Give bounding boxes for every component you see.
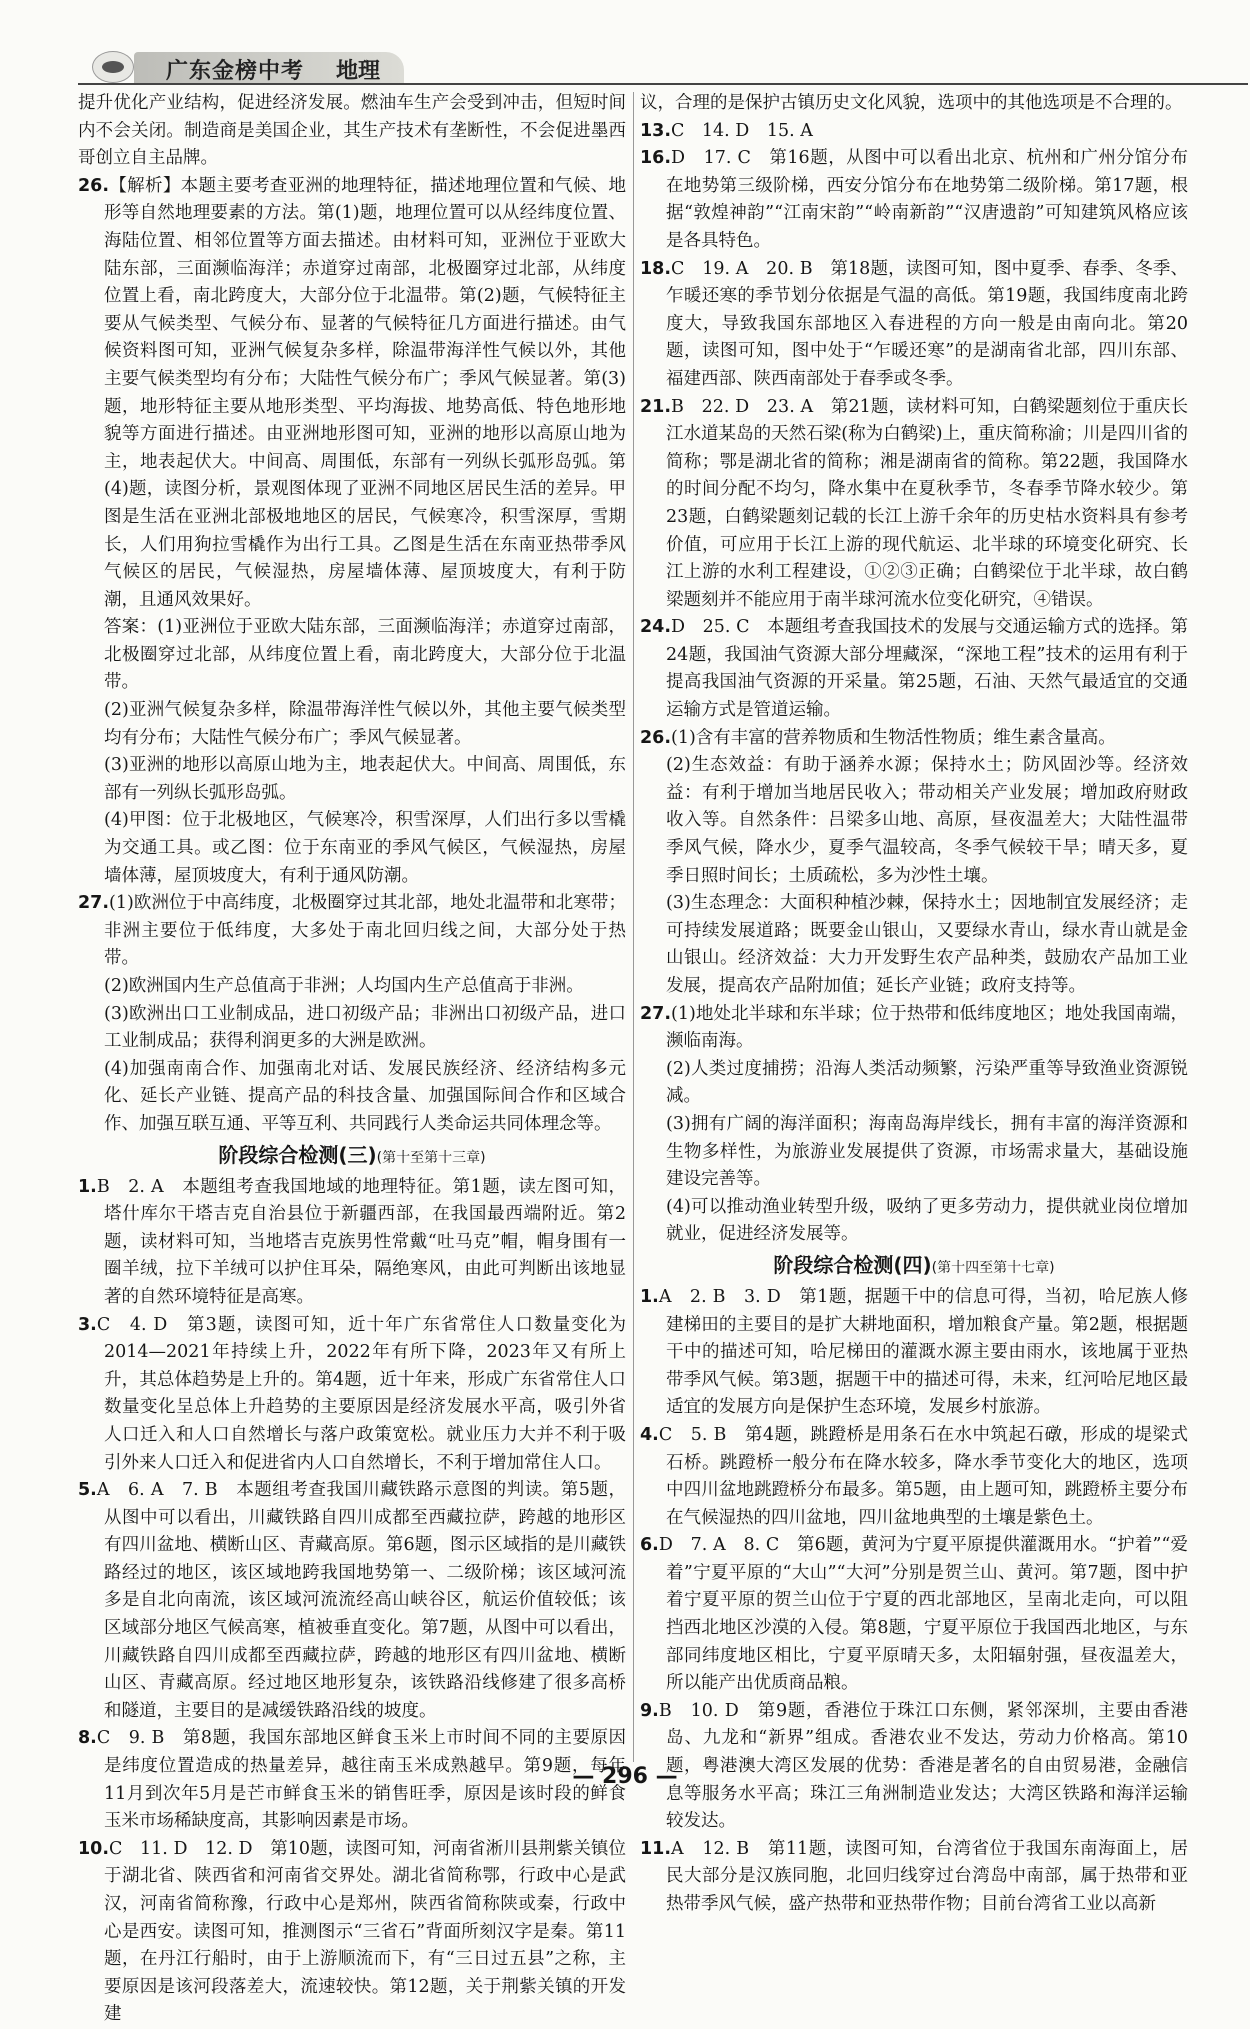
question-number: 16. xyxy=(640,148,672,169)
answer-subitem: (4)可以推动渔业转型升级，吸纳了更多劳动力，提供就业岗位增加就业，促进经济发展等。 xyxy=(666,1196,1188,1245)
question-number: 24. xyxy=(640,617,672,638)
question-number: 1. xyxy=(78,1176,97,1197)
answer-text: (1)地处北半球和东半球；位于热带和低纬度地区；地处我国南端，濒临南海。 xyxy=(666,1003,1188,1052)
section-title: 阶段综合检测(四) xyxy=(773,1252,932,1277)
page-header xyxy=(78,48,1248,84)
question-number: 13. xyxy=(640,120,672,141)
section-heading xyxy=(640,1249,1188,1284)
answer-text: C 14. D 15. A xyxy=(671,120,813,141)
answer-text: B 10. D 第9题，香港位于珠江口东侧，紧邻深圳，主要由香港岛、九龙和“新界”组成。香港农业不发达，劳动力价格高。第10题，粤港澳大湾区发展的优势：香港是著名的自由贸易港，金融信息等服务水平高；珠江三角洲制造业发达；大湾区铁路和海洋运输较发达。 xyxy=(658,1700,1188,1832)
answer-item xyxy=(640,614,1188,724)
answer-text: (1)欧洲位于中高纬度，北极圈穿过其北部，地处北温带和北寒带；非洲主要位于低纬度，大多处于南北回归线之间，大部分处于热带。 xyxy=(104,893,626,969)
answer-subitem: (3)欧洲出口工业制成品，进口初级产品；非洲出口初级产品，进口工业制成品；获得利润更多的大洲是欧洲。 xyxy=(104,1003,626,1052)
answer-text: B 22. D 23. A 第21题，读材料可知，白鹤梁题刻位于重庆长江水道某岛的天然石梁(称为白鹤梁)上，重庆简称渝；川是四川省的简称；鄂是湖北省的简称；湘是湖南省的简称。第22题，我国降水的时间分配不均匀，降水集中在夏秋季节，冬春季节降水较少。第23题，白鹤梁题刻记载的长江上游千余年的历史枯水资料具有参考价值，可应用于长江上游的现代航运、北半球的环境变化研究、长江上游的水利工程建设，①②③正确；白鹤梁位于北半球，故白鹤梁题刻并不能应用于南半球河流水位变化研究，④错误。 xyxy=(666,396,1188,610)
column-divider xyxy=(633,92,634,1762)
continued-text: 提升优化产业结构，促进经济发展。燃油车生产会受到冲击，但短时间内不会关闭。制造商是美国企业，其生产技术有垄断性，不会促进墨西哥创立自主品牌。 xyxy=(78,93,626,169)
answer-item xyxy=(640,1532,1188,1698)
answer-item xyxy=(640,1836,1188,1919)
answer-item xyxy=(78,1312,626,1478)
question-number: 26. xyxy=(640,727,672,748)
question-number: 21. xyxy=(640,396,672,417)
question-number: 4. xyxy=(640,1424,659,1445)
answer-text: A 2. B 3. D 第1题，据题干中的信息可得，当初，哈尼族人修建梯田的主要目的是扩大耕地面积，增加粮食产量。第2题，根据题干中的描述可知，哈尼梯田的灌溉水源主要由雨水，该地属于亚热带季风气候。第3题，据题干中的描述可得，未来，红河哈尼地区最适宜的发展方向是保护生态环境，发展乡村旅游。 xyxy=(658,1286,1188,1418)
answer-text: C 19. A 20. B 第18题，读图可知，图中夏季、春季、冬季、乍暖还寒的季节划分依据是气温的高低。第19题，我国纬度南北跨度大，导致我国东部地区入春进程的方向一般是由南向北。第20题，读图可知，图中处于“乍暖还寒”的是湖南省北部，四川东部、福建西部、陕西南部处于春季或冬季。 xyxy=(666,258,1188,389)
section-heading xyxy=(78,1139,626,1174)
answer-text: 【解析】本题主要考查亚洲的地理特征，描述地理位置和气候、地形等自然地理要素的方法。第(1)题，地理位置可以从经纬度位置、海陆位置、相邻位置等方面去描述。由材料可知，亚洲位于亚欧大陆东部，三面濒临海洋；赤道穿过南部，北极圈穿过北部，从纬度位置上看，南北跨度大，大部分位于北温带。第(2)题，气候特征主要从气候类型、气候分布、显著的气候特征几方面进行描述。由气候资料图可知，亚洲气候复杂多样，除温带海洋性气候以外，其他主要气候类型均有分布；大陆性气候分布广；季风气候显著。第(3)题，地形特征主要从地形类型、平均海拔、地势高低、特色地形地貌等方面进行描述。由亚洲地形图可知，亚洲的地形以高原山地为主，地表起伏大。中间高、周围低，东部有一列纵长弧形岛弧。第(4)题，读图分析，景观图体现了亚洲不同地区居民生活的差异。甲图是生活在亚洲北部极地地区的居民，气候寒冷，积雪深厚，雪期长，人们用狗拉雪橇作为出行工具。乙图是生活在东南亚热带季风气候区的居民，气候湿热，房屋墙体薄、屋顶坡度大，有利于防潮，且通风效果好。 xyxy=(104,175,626,610)
section-scope: (第十至第十三章) xyxy=(376,1149,486,1166)
answer-item xyxy=(78,1477,626,1725)
answer-text: D 7. A 8. C 第6题，黄河为宁夏平原提供灌溉用水。“护着”“爱着”宁夏平原的“大山”“大河”分别是贺兰山、黄河。第7题，图中护着宁夏平原的贺兰山位于宁夏的西北部地区，呈南北走向，可以阻挡西北地区沙漠的入侵。第8题，宁夏平原位于我国西北地区，与东部同纬度地区相比，宁夏平原晴天多，太阳辐射强，昼夜温差大，所以能产出优质商品粮。 xyxy=(658,1535,1188,1694)
answer-subitem: (2)生态效益：有助于涵养水源；保持水土；防风固沙等。经济效益：有利于增加当地居民收入；带动相关产业发展；增加政府财政收入等。自然条件：吕梁多山地、高原，昼夜温差大；大陆性温带季风气候，降水少，夏季气温较高，冬季气候较干旱；晴天多，夏季日照时间长；土质疏松，多为沙性土壤。 xyxy=(666,755,1188,886)
answer-subitem: 答案：(1)亚洲位于亚欧大陆东部，三面濒临海洋；赤道穿过南部，北极圈穿过北部，从纬度位置上看，南北跨度大，大部分位于北温带。 xyxy=(104,617,626,693)
question-number: 1. xyxy=(640,1286,659,1307)
answer-item xyxy=(78,1836,626,2029)
subject-label: 地理 xyxy=(336,59,381,84)
answer-item xyxy=(640,1001,1188,1056)
answer-item xyxy=(640,256,1188,394)
answer-subitem: (2)欧洲国内生产总值高于非洲；人均国内生产总值高于非洲。 xyxy=(104,976,584,996)
answer-item xyxy=(640,725,1188,753)
header-rule xyxy=(78,83,1248,85)
answer-item xyxy=(640,118,1188,146)
question-number: 8. xyxy=(78,1728,97,1749)
question-number: 18. xyxy=(640,258,672,279)
question-number: 9. xyxy=(640,1700,659,1721)
answer-item xyxy=(640,1284,1188,1422)
answer-text: D 25. C 本题组考查我国技术的发展与交通运输方式的选择。第24题，我国油气资源大部分埋藏深，“深地工程”技术的运用有利于提高我国油气资源的开采量。第25题，石油、天然气最适宜的交通运输方式是管道运输。 xyxy=(666,617,1188,721)
page-number: — 296 — xyxy=(572,1764,678,1789)
answer-text: C 4. D 第3题，读图可知，近十年广东省常住人口数量变化为2014—2021年持续上升，2022年有所下降，2023年又有所上升，其总体趋势是上升的。第4题，近十年来，形成广东省常住人口数量变化呈总体上升趋势的主要原因是经济发展水平高，吸引外省人口迁入和人口自然增长与落户政策宽松。就业压力大并不利于吸引外来人口迁入和促进省内人口自然增长，不利于增加常住人口。 xyxy=(96,1314,626,1473)
answer-text: C 9. B 第8题，我国东部地区鲜食玉米上市时间不同的主要原因是纬度位置造成的热量差异，越往南玉米成熟越早。第9题，每年11月到次年5月是芒市鲜食玉米的销售旺季，原因是该时段的鲜食玉米市场稀缺度高，其影响因素是市场。 xyxy=(96,1728,626,1832)
answer-item xyxy=(640,145,1188,255)
answer-subitem: (2)亚洲气候复杂多样，除温带海洋性气候以外，其他主要气候类型均有分布；大陆性气候分布广；季风气候显著。 xyxy=(104,700,626,748)
logo-icon xyxy=(92,51,134,83)
answer-subitem: (3)拥有广阔的海洋面积；海南岛海岸线长，拥有丰富的海洋资源和生物多样性，为旅游业发展提供了资源，市场需求量大，基础设施建设完善等。 xyxy=(666,1113,1188,1190)
question-number: 3. xyxy=(78,1314,97,1335)
answer-text: (1)含有丰富的营养物质和生物活性物质；维生素含量高。 xyxy=(671,727,1116,748)
answer-subitem: (3)生态理念：大面积种植沙棘，保持水土；因地制宜发展经济；走可持续发展道路；既要金山银山，又要绿水青山，绿水青山就是金山银山。经济效益：大力开发野生农产品种类，鼓励农产品加工业发展，提高农产品附加值；延长产业链；政府支持等。 xyxy=(666,893,1188,996)
answer-item xyxy=(78,1174,626,1312)
answer-item xyxy=(78,173,626,615)
question-number: 26. xyxy=(78,175,110,196)
answer-subitem: (4)甲图：位于北极地区，气候寒冷，积雪深厚，人们出行多以雪橇为交通工具。或乙图：位于东南亚的季风气候区，气候湿热，房屋墙体薄，屋顶坡度大，有利于通风防潮。 xyxy=(104,810,626,886)
answer-subitem: (3)亚洲的地形以高原山地为主，地表起伏大。中间高、周围低，东部有一列纵长弧形岛弧。 xyxy=(104,755,626,803)
answer-text: B 2. A 本题组考查我国地域的地理特征。第1题，读左图可知，塔什库尔干塔吉克自治县位于新疆西部，在我国最西端附近。第2题，读材料可知，当地塔吉克族男性常戴“吐马克”帽，帽身围有一圈羊绒，拉下羊绒可以护住耳朵，隔绝寒风，由此可判断出该地显著的自然环境特征是高寒。 xyxy=(96,1176,626,1307)
question-number: 10. xyxy=(78,1838,110,1859)
continued-text: 议，合理的是保护古镇历史文化风貌，选项中的其他选项是不合理的。 xyxy=(640,93,1183,113)
answer-subitem: (4)加强南南合作、加强南北对话、发展民族经济、经济结构多元化、延长产业链、提高产品的科技含量、加强国际间合作和区域合作、加强互联互通、平等互利、共同践行人类命运共同体理念等。 xyxy=(104,1058,626,1134)
book-title: 广东金榜中考 xyxy=(166,59,305,84)
section-scope: (第十四至第十七章) xyxy=(931,1259,1055,1276)
question-number: 27. xyxy=(78,893,110,914)
question-number: 5. xyxy=(78,1480,97,1501)
right-column xyxy=(640,90,1188,1919)
question-number: 6. xyxy=(640,1535,659,1556)
answer-item xyxy=(640,1422,1188,1532)
answer-item xyxy=(78,890,626,973)
answer-text: A 12. B 第11题，读图可知，台湾省位于我国东南海面上，居民大部分是汉族同胞，北回归线穿过台湾岛中南部，属于热带和亚热带季风气候，盛产热带和亚热带作物；目前台湾省工业以高新 xyxy=(666,1838,1188,1914)
section-title: 阶段综合检测(三) xyxy=(218,1142,377,1167)
answer-text: A 6. A 7. B 本题组考查我国川藏铁路示意图的判读。第5题，从图中可以看出，川藏铁路自四川成都至西藏拉萨，跨越的地形区有四川盆地、横断山区、青藏高原。第6题，图示区域指的是川藏铁路经过的地区，该区域地跨我国地势第一、二级阶梯；该区域河流多是自北向南流，该区域河流流经高山峡谷区，航运价值较低；该区域部分地区气候高寒，植被垂直变化。第7题，从图中可以看出，川藏铁路自四川成都至西藏拉萨，跨越的地形区有四川盆地、横断山区、青藏高原。经过地区地形复杂，该铁路沿线修建了很多高桥和隧道，主要目的是减缓铁路沿线的坡度。 xyxy=(96,1480,626,1721)
answer-item xyxy=(640,394,1188,615)
answer-text: C 11. D 12. D 第10题，读图可知，河南省淅川县荆紫关镇位于湖北省、陕西省和河南省交界处。湖北省简称鄂，行政中心是武汉，河南省简称豫，行政中心是郑州，陕西省简称陕或秦，行政中心是西安。读图可知，推测图示“三省石”背面所刻汉字是秦。第11题，在丹江行船时，由于上游顺流而下，有“三日过五县”之称，主要原因是该河段落差大，流速较快。第12题，关于荆紫关镇的开发建 xyxy=(104,1838,626,2025)
question-number: 27. xyxy=(640,1003,672,1024)
answer-subitem: (2)人类过度捕捞；沿海人类活动频繁，污染严重等导致渔业资源锐减。 xyxy=(666,1058,1188,1107)
question-number: 11. xyxy=(640,1838,672,1859)
answer-text: D 17. C 第16题，从图中可以看出北京、杭州和广州分馆分布在地势第三级阶梯，西安分馆分布在地势第二级阶梯。第17题，根据“敦煌神韵”“江南宋韵”“岭南新韵”“汉唐遗韵”可知建筑风格应该是各具特色。 xyxy=(666,148,1188,251)
left-column xyxy=(78,90,626,2029)
answer-text: C 5. B 第4题，跳蹬桥是用条石在水中筑起石礅，形成的堤梁式石桥。跳蹬桥一般分布在降水较多，降水季节变化大的地区，选项中四川盆地跳蹬桥分布最多。第5题，由上题可知，跳蹬桥主要分布在气候湿热的四川盆地，四川盆地典型的土壤是紫色土。 xyxy=(658,1424,1188,1528)
